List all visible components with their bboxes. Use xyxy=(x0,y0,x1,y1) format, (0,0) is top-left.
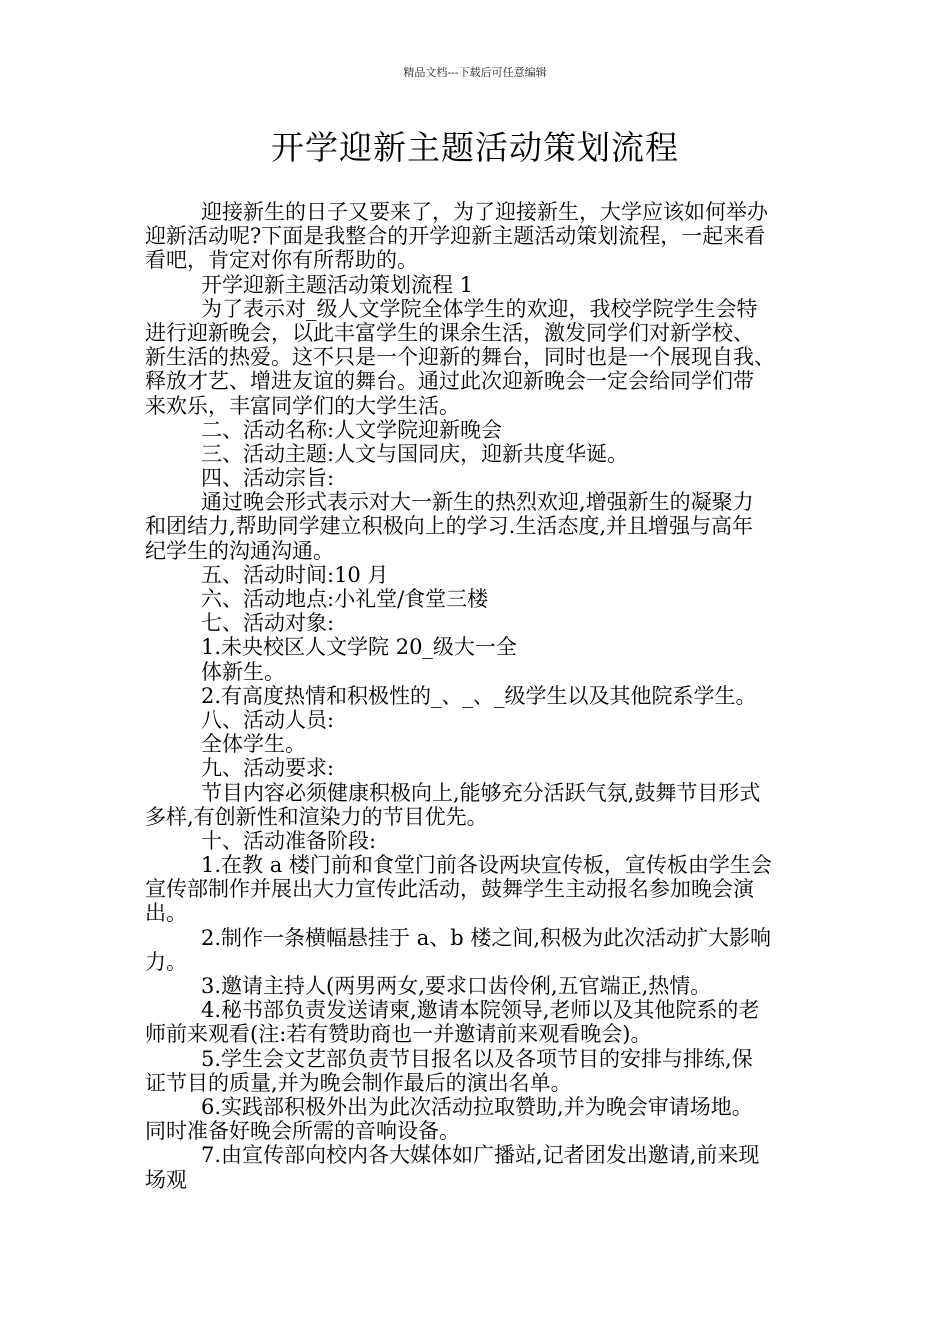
list-item: 4.秘书部负责发送请柬,邀请本院领导,老师以及其他院系的老 xyxy=(201,998,760,1023)
list-item: 六、活动地点:小礼堂/食堂三楼 xyxy=(201,587,489,611)
paragraph-line: 为了表示对_级人文学院全体学生的欢迎，我校学院学生会特 xyxy=(201,296,758,321)
paragraph-line: 场观 xyxy=(145,1167,187,1192)
paragraph-line: 全体学生。 xyxy=(201,732,306,757)
paragraph-line: 证节目的质量,并为晚会制作最后的演出名单。 xyxy=(145,1070,572,1095)
paragraph-line: 同时准备好晚会所需的音响设备。 xyxy=(145,1119,460,1144)
list-item: 2.制作一条横幅悬挂于 a、b 楼之间,积极为此次活动扩大影响 xyxy=(201,925,772,950)
section-heading: 开学迎新主题活动策划流程 1 xyxy=(201,272,474,297)
paragraph-line: 纪学生的沟通沟通。 xyxy=(145,538,334,563)
paragraph-line: 宣传部制作并展出大力宣传此活动，鼓舞学生主动报名参加晚会演 xyxy=(145,877,754,902)
list-item: 十、活动准备阶段: xyxy=(201,828,377,853)
paragraph-line: 多样,有创新性和渲染力的节目优先。 xyxy=(145,804,488,829)
list-item: 2.有高度热情和积极性的_、_、_级学生以及其他院系学生。 xyxy=(201,683,757,708)
list-item: 二、活动名称:人文学院迎新晚会 xyxy=(201,417,503,442)
list-item: 九、活动要求: xyxy=(201,756,335,781)
list-item: 3.邀请主持人(两男两女,要求口齿伶俐,五官端正,热情。 xyxy=(201,974,712,998)
paragraph-line: 节目内容必须健康积极向上,能够充分活跃气氛,鼓舞节目形式 xyxy=(201,780,761,805)
paragraph-line: 出。 xyxy=(145,901,187,926)
document-body xyxy=(145,200,810,1192)
paragraph-line: 迎接新生的日子又要来了，为了迎接新生，大学应该如何举办 xyxy=(201,200,768,224)
paragraph-line: 释放才艺、增进友谊的舞台。通过此次迎新晚会一定会给同学们带 xyxy=(145,369,754,394)
list-item: 5.学生会文艺部负责节目报名以及各项节目的安排与排练,保 xyxy=(201,1046,753,1071)
paragraph-line: 师前来观看(注:若有赞助商也一并邀请前来观看晚会)。 xyxy=(145,1022,652,1047)
paragraph-line: 看吧，肯定对你有所帮助的。 xyxy=(145,248,418,273)
paragraph-line: 通过晚会形式表示对大一新生的热烈欢迎,增强新生的凝聚力 xyxy=(201,490,754,515)
list-item: 七、活动对象: xyxy=(201,611,335,636)
paragraph-line: 迎新活动呢?下面是我整合的开学迎新主题活动策划流程，一起来看 xyxy=(145,224,766,249)
list-item: 五、活动时间:10 月 xyxy=(201,562,389,587)
list-item: 1.未央校区人文学院 20_级大一全 xyxy=(201,635,517,660)
paragraph-line: 新生活的热爱。这不只是一个迎新的舞台，同时也是一个展现自我、 xyxy=(145,345,775,370)
paragraph-line: 和团结力,帮助同学建立积极向上的学习.生活态度,并且增强与高年 xyxy=(145,514,754,539)
document-title: 开学迎新主题活动策划流程 xyxy=(271,128,679,167)
list-item: 八、活动人员: xyxy=(201,707,335,732)
paragraph-line: 体新生。 xyxy=(201,659,285,684)
list-item: 6.实践部积极外出为此次活动拉取赞助,并为晚会审请场地。 xyxy=(201,1094,753,1119)
list-item: 1.在教 a 楼门前和食堂门前各设两块宣传板，宣传板由学生会 xyxy=(201,853,772,878)
paragraph-line: 来欢乐，丰富同学们的大学生活。 xyxy=(145,393,460,418)
list-item: 四、活动宗旨: xyxy=(201,466,335,491)
list-item: 三、活动主题:人文与国同庆，迎新共度华诞。 xyxy=(201,441,629,466)
page-header-note: 精品文档---下载后可任意编辑 xyxy=(403,66,547,79)
paragraph-line: 进行迎新晚会，以此丰富学生的课余生活，激发同学们对新学校、 xyxy=(145,320,754,345)
list-item: 7.由宣传部向校内各大媒体如广播站,记者团发出邀请,前来现 xyxy=(201,1143,760,1168)
paragraph-line: 力。 xyxy=(145,949,187,974)
